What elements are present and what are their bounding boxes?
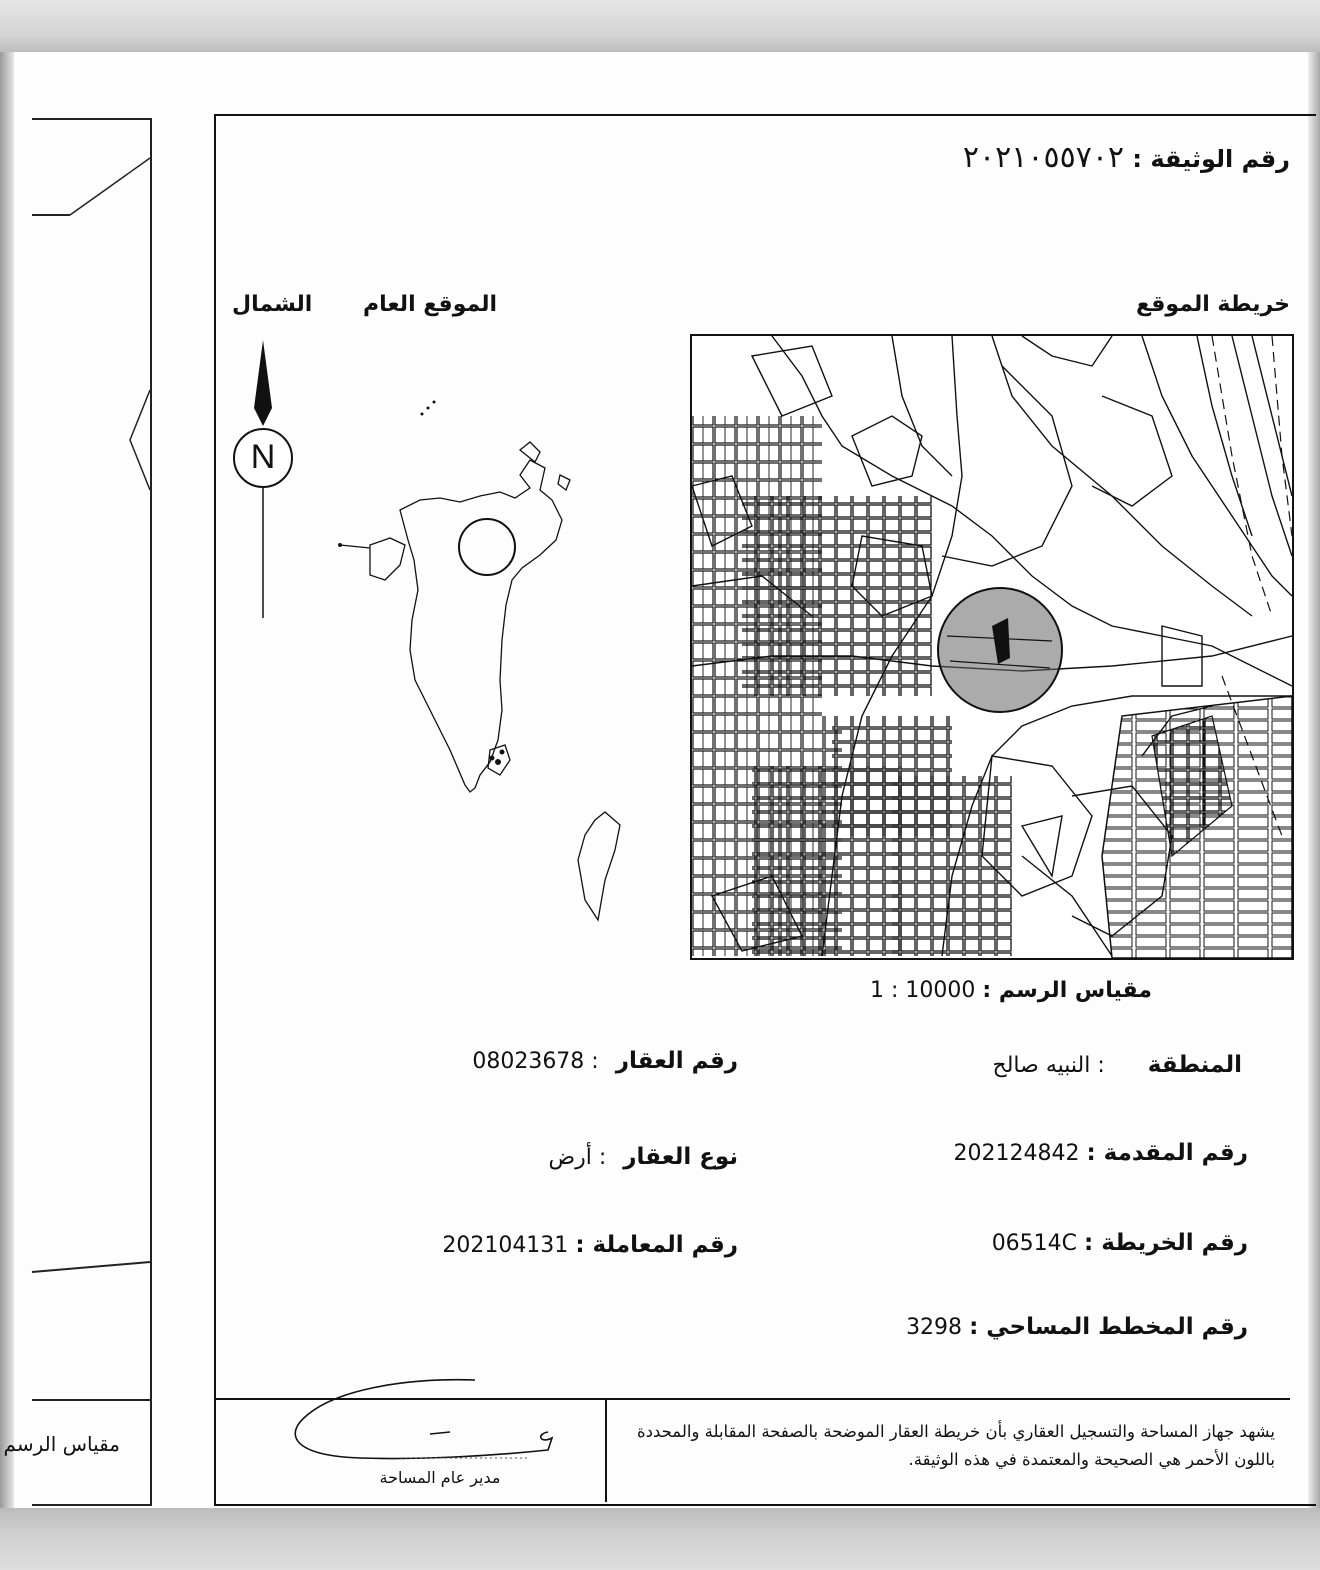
transaction-number-label: رقم المعاملة : <box>575 1232 738 1258</box>
location-map-heading: خريطة الموقع <box>1135 292 1290 317</box>
general-location-heading: الموقع العام <box>363 292 498 317</box>
map-number-field <box>992 1230 1248 1256</box>
property-type-label: نوع العقار <box>623 1144 738 1170</box>
document-number <box>963 140 1290 175</box>
adjacent-page-fragment <box>3 118 152 1506</box>
cadastral-map-drawing <box>692 336 1292 958</box>
survey-plan-label: رقم المخطط المساحي : <box>969 1314 1248 1340</box>
application-number-field <box>953 1140 1248 1166</box>
map-scale-label: مقياس الرسم : <box>982 978 1152 1003</box>
property-type-field <box>549 1144 738 1170</box>
signer-title: مدير عام المساحة <box>379 1468 501 1487</box>
application-number-value: 202124842 <box>953 1141 1080 1166</box>
north-heading: الشمال <box>232 292 313 317</box>
transaction-number-value: 202104131 <box>442 1233 569 1258</box>
survey-plan-field <box>906 1314 1248 1340</box>
map-number-value: 06514C <box>991 1231 1078 1256</box>
bahrain-island-outline <box>330 380 630 940</box>
adjacent-page-scale-label: مقياس الرسم <box>3 1432 120 1456</box>
footer-column-divider <box>605 1398 607 1502</box>
general-location-map <box>330 380 630 944</box>
director-signature <box>290 1374 570 1474</box>
adjacent-page-lines <box>3 120 150 1504</box>
property-type-value: : أرض <box>548 1145 607 1170</box>
scan-bottom-edge <box>0 1508 1320 1570</box>
north-arrow-icon <box>230 330 300 630</box>
transaction-number-field <box>442 1232 738 1258</box>
region-value: : النبيه صالح <box>992 1053 1105 1078</box>
survey-plan-value: 3298 <box>906 1315 963 1340</box>
map-scale-value: 10000 : 1 <box>870 978 976 1003</box>
region-label: المنطقة <box>1147 1052 1242 1078</box>
north-letter: N <box>250 438 276 476</box>
property-number-label: رقم العقار <box>615 1048 738 1074</box>
north-arrow <box>230 330 300 634</box>
application-number-label: رقم المقدمة : <box>1086 1140 1248 1166</box>
scan-top-edge <box>0 0 1320 52</box>
property-number-value: : 08023678 <box>472 1049 599 1074</box>
document-number-handwritten: ٢٠٢١٠٥٥٧٠٢ <box>962 140 1125 175</box>
certification-statement: يشهد جهاز المساحة والتسجيل العقاري بأن خريطة العقار الموضحة بالصفحة المقابلة والمحددة باللون الأحمر هي الصحيحة والمعتمدة في هذه الوثيقة. <box>636 1422 1275 1469</box>
map-number-label: رقم الخريطة : <box>1084 1230 1248 1256</box>
document-number-label: رقم الوثيقة : <box>1132 145 1290 173</box>
property-number-field <box>472 1048 738 1074</box>
map-scale <box>870 978 1152 1003</box>
region-field <box>993 1052 1242 1078</box>
scan-left-edge <box>0 52 14 1508</box>
location-map <box>690 334 1294 960</box>
